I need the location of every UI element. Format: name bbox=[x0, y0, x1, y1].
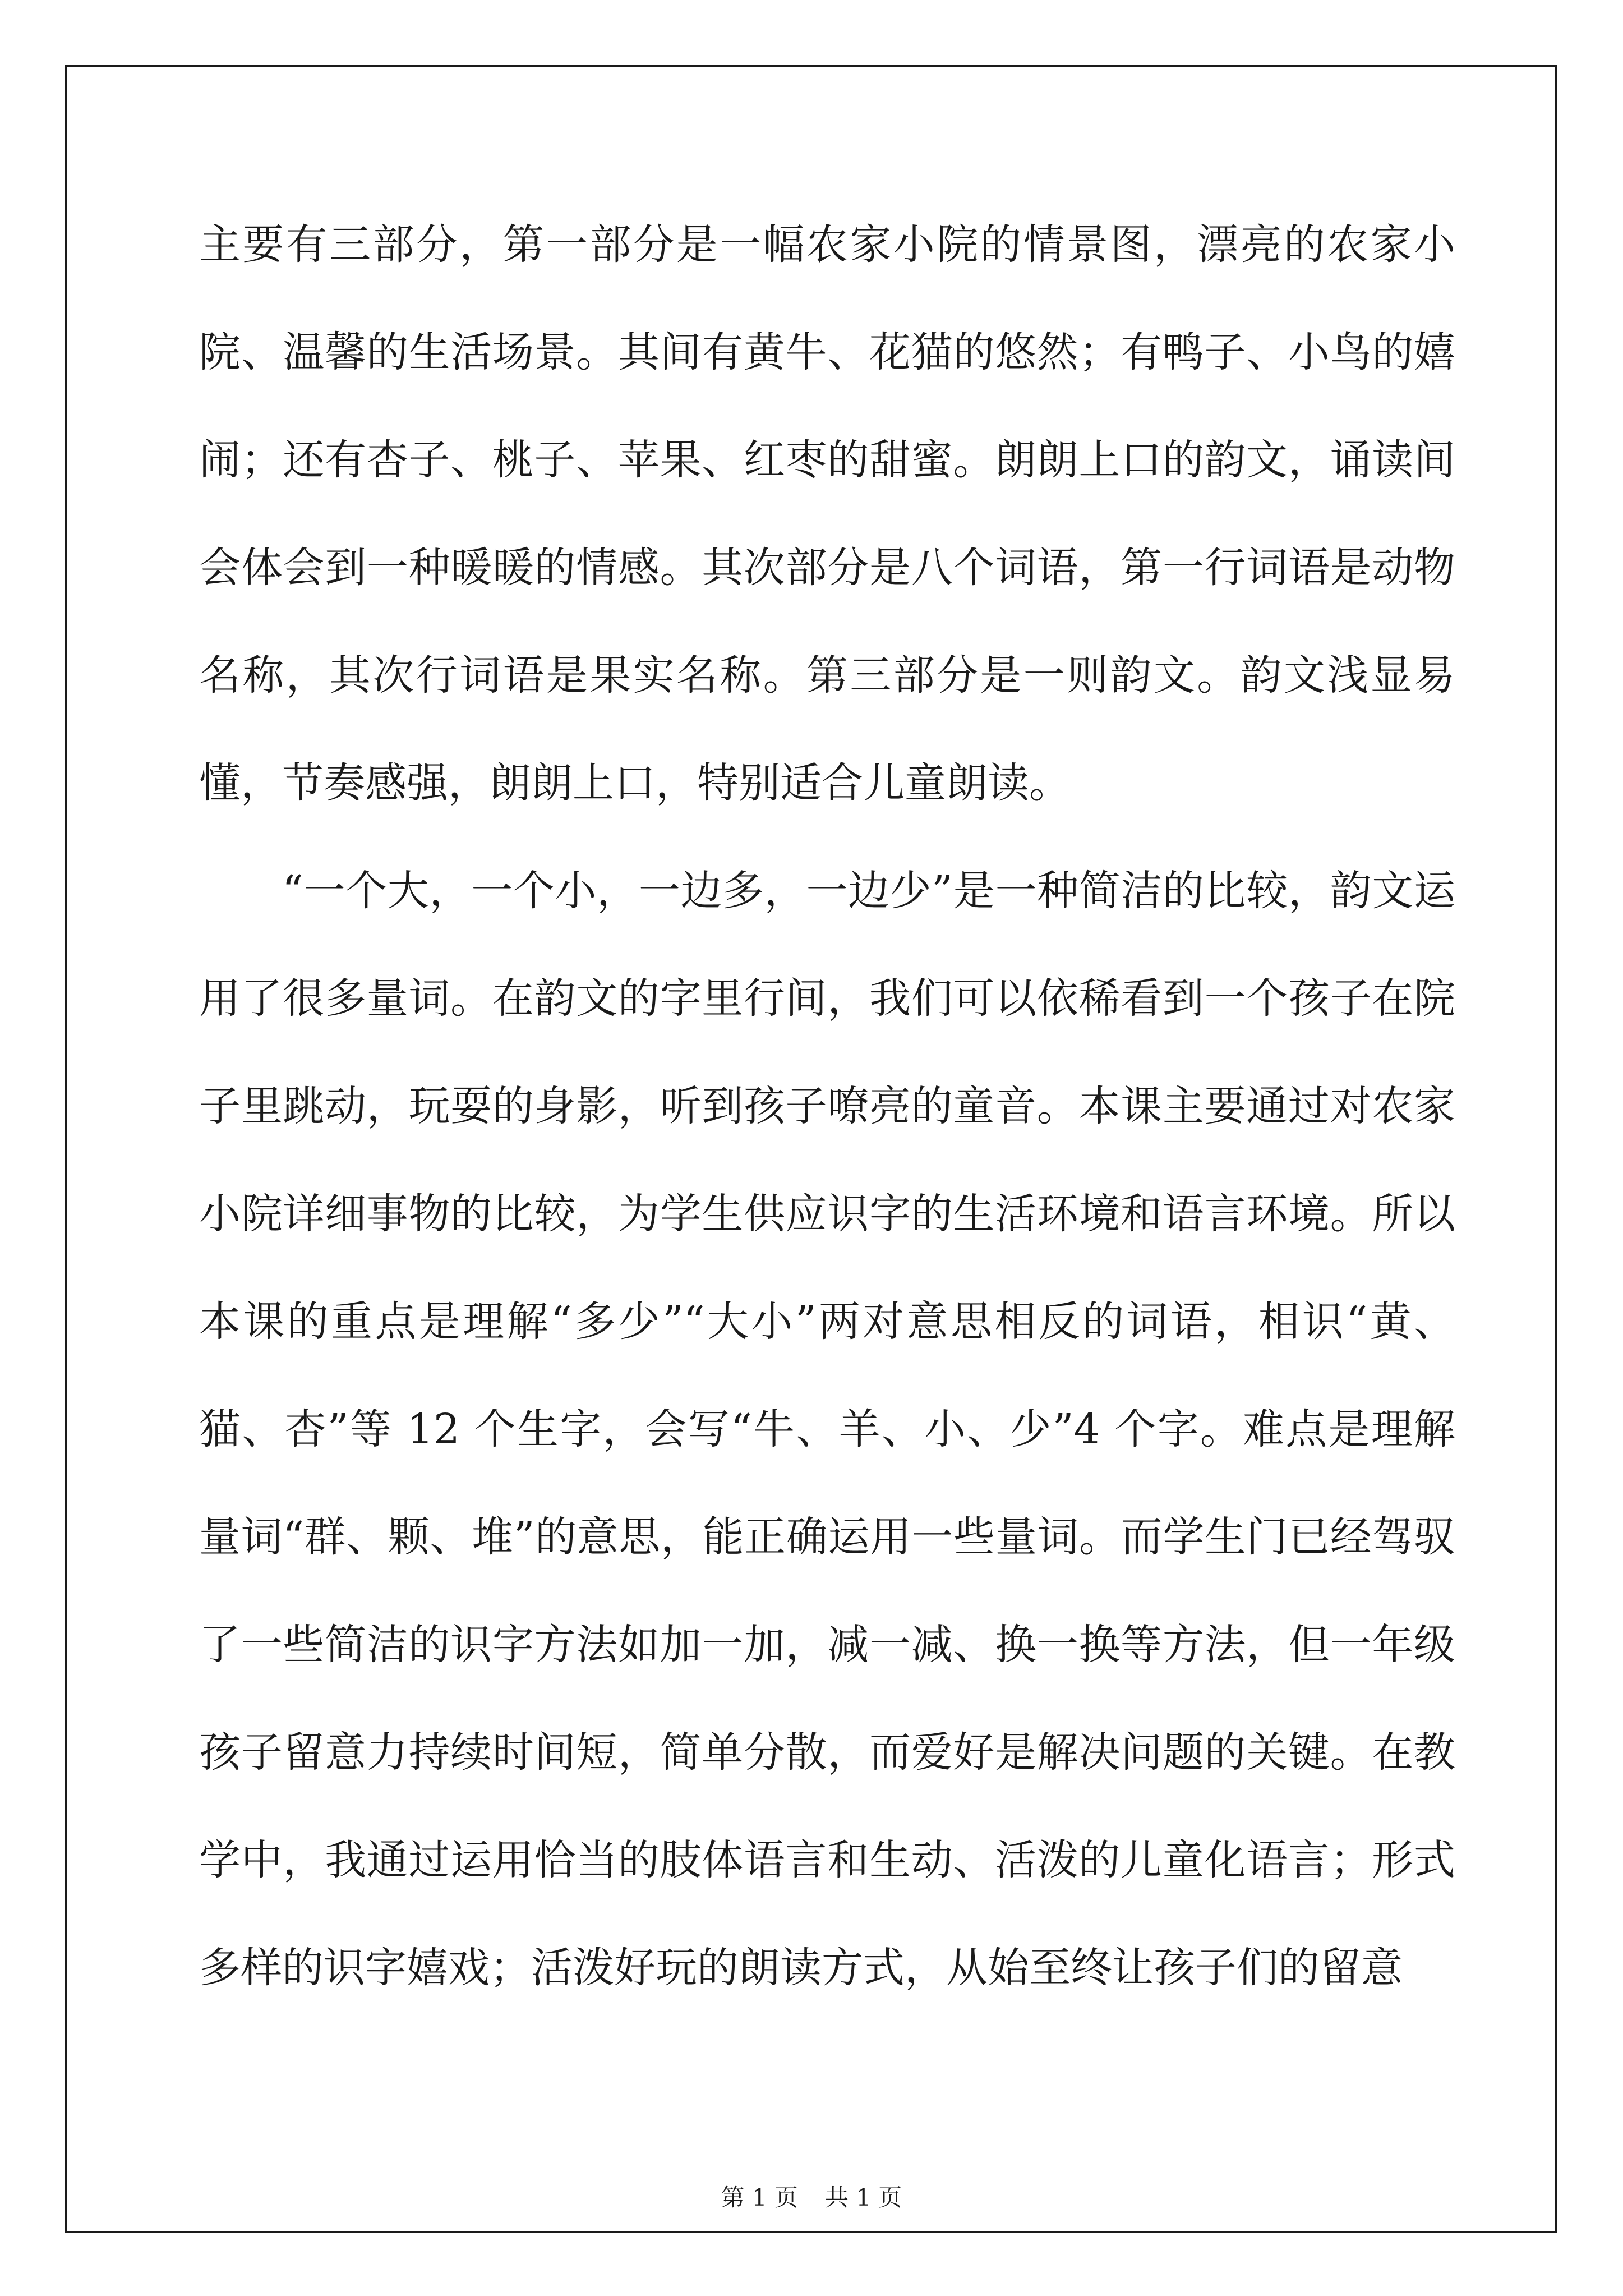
page-number: 第 1 页 bbox=[721, 2184, 798, 2211]
page-footer bbox=[0, 2182, 1623, 2214]
document-body bbox=[199, 191, 1455, 2022]
paragraph-1: 主要有三部分，第一部分是一幅农家小院的情景图，漂亮的农家小院、温馨的生活场景。其间有黄牛、花猫的悠然；有鸭子、小鸟的嬉闹；还有杏子、桃子、苹果、红枣的甜蜜。朗朗上口的韵文，诵读间会体会到一种暖暖的情感。其次部分是八个词语，第一行词语是动物名称，其次行词语是果实名称。第三部分是一则韵文。韵文浅显易懂，节奏感强，朗朗上口，特别适合儿童朗读。 bbox=[199, 220, 1455, 807]
paragraph-2: “一个大，一个小，一边多，一边少”是一种简洁的比较，韵文运用了很多量词。在韵文的字里行间，我们可以依稀看到一个孩子在院子里跳动，玩耍的身影，听到孩子嘹亮的童音。本课主要通过对农家小院详细事物的比较，为学生供应识字的生活环境和语言环境。所以本课的重点是理解“多少”“大小”两对意思相反的词语，相识“黄、猫、杏”等 12 个生字，会写“牛、羊、小、少”4 个字。难点是理解量词“群、颗、堆”的意思，能正确运用一些量词。而学生门已经驾驭了一些简洁的识字方法如加一加，减一减、换一换等方法，但一年级孩子留意力持续时间短，简单分散，而爱好是解决问题的关键。在教学中，我通过运用恰当的肢体语言和生动、活泼的儿童化语言；形式多样的识字嬉戏；活泼好玩的朗读方式，从始至终让孩子们的留意 bbox=[199, 867, 1455, 1992]
total-pages: 共 1 页 bbox=[825, 2184, 902, 2211]
